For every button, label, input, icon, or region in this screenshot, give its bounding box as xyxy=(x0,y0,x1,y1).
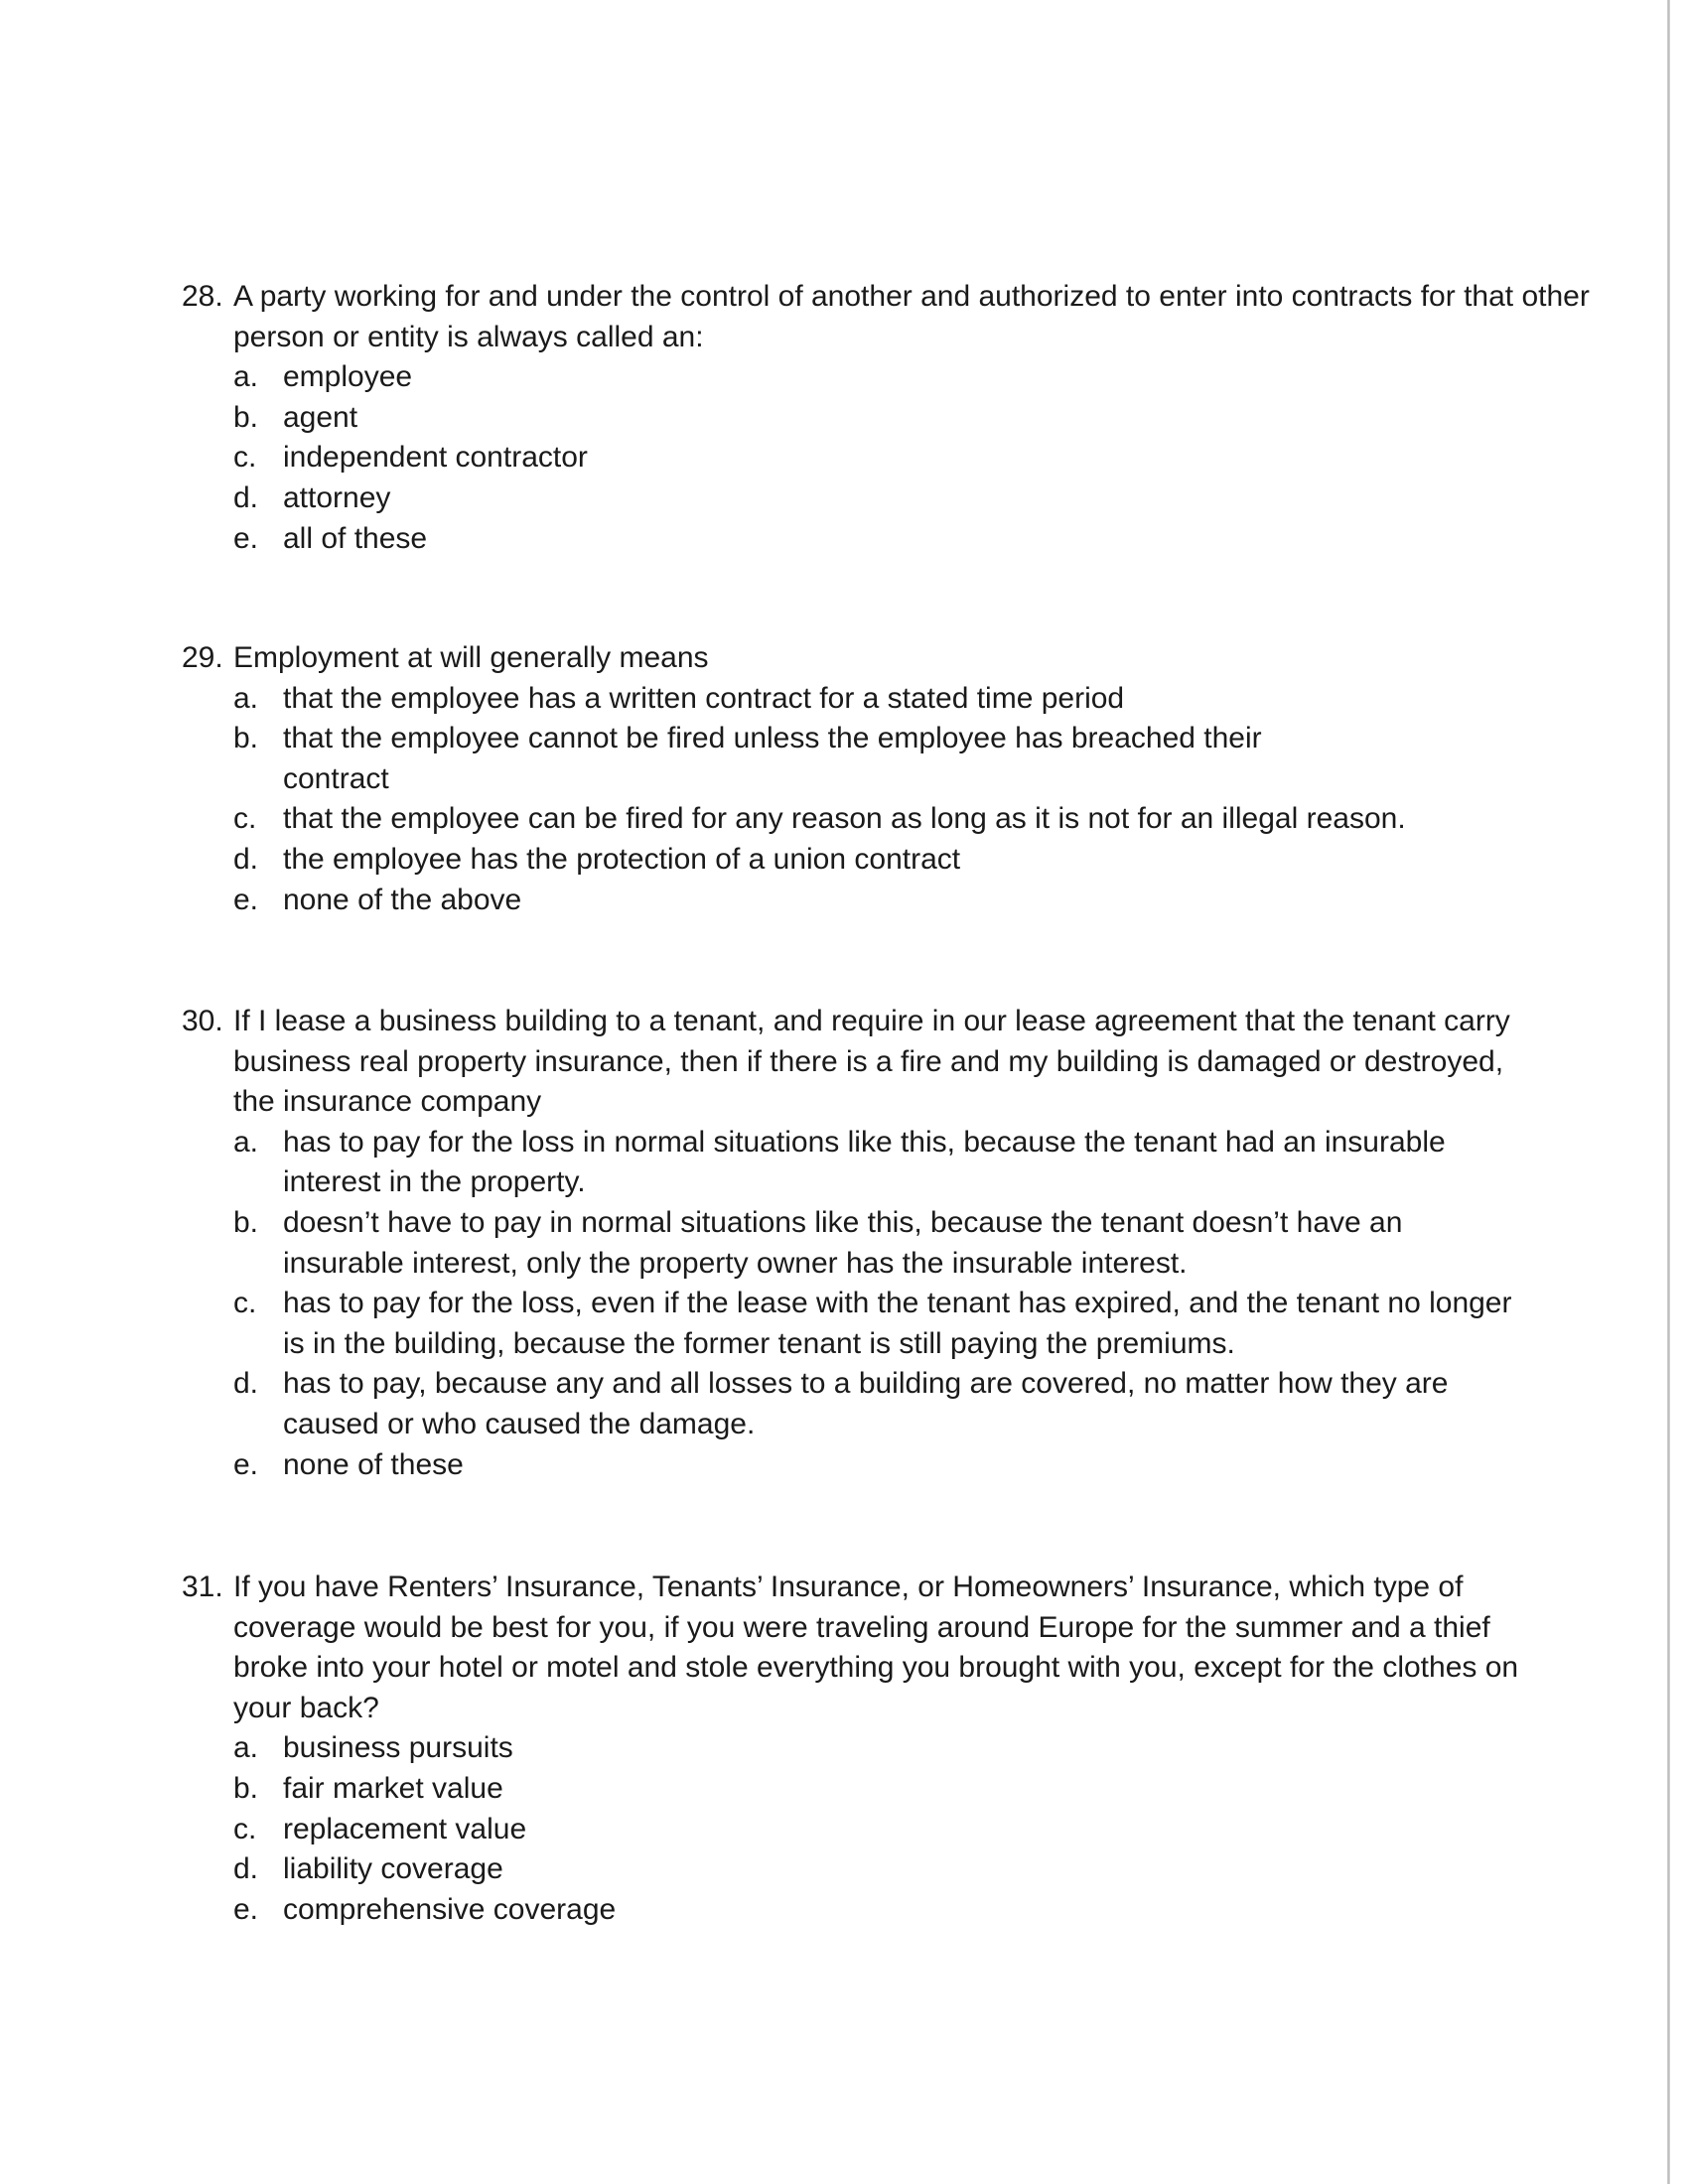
answer-option-c xyxy=(233,1284,1592,1364)
question-number: 29. xyxy=(182,641,223,674)
question-stem xyxy=(182,277,1592,357)
answer-options xyxy=(182,1123,1592,1485)
option-text: that the employee cannot be fired unless the employee has breached their contract xyxy=(283,722,1262,795)
option-text: that the employee can be fired for any reason as long as it is not for an illegal reason. xyxy=(283,802,1406,836)
scanned-page-edge xyxy=(1667,0,1670,2184)
option-text: liability coverage xyxy=(283,1852,503,1886)
answer-option-e xyxy=(233,881,1592,921)
answer-option-a xyxy=(233,679,1592,720)
option-letter: c. xyxy=(233,441,257,475)
question-stem xyxy=(182,638,1592,679)
option-letter: c. xyxy=(233,802,257,836)
question-31 xyxy=(182,1568,1592,1930)
option-text: doesn’t have to pay in normal situations like this, because the tenant doesn’t have an insurable interest, only the property owner has the insurable interest. xyxy=(283,1205,1403,1280)
answer-options xyxy=(182,679,1592,921)
question-28 xyxy=(182,277,1592,559)
option-text: none of these xyxy=(283,1447,464,1481)
option-letter: a. xyxy=(233,1125,259,1159)
option-text: agent xyxy=(283,400,358,434)
question-stem xyxy=(182,1002,1592,1123)
option-letter: a. xyxy=(233,681,259,715)
question-number: 30. xyxy=(182,1005,223,1037)
answer-option-c xyxy=(233,1810,1592,1850)
option-letter: e. xyxy=(233,1892,259,1926)
option-letter: e. xyxy=(233,1447,259,1481)
answer-option-b xyxy=(233,1203,1592,1284)
answer-options xyxy=(182,357,1592,559)
option-letter: d. xyxy=(233,1852,259,1886)
answer-option-d xyxy=(233,478,1592,519)
question-text: If you have Renters’ Insurance, Tenants’ Insurance, or Homeowners’ Insurance, which type of coverage would be best for you, if you were traveling around Europe for the summer and a thief broke into your hotel or motel and stole everything you brought with you, except for the clothes on your back? xyxy=(233,1570,1519,1724)
answer-option-a xyxy=(233,1123,1592,1203)
question-text: Employment at will generally means xyxy=(233,641,709,674)
answer-option-d xyxy=(233,1849,1592,1890)
answer-option-b xyxy=(233,398,1592,439)
option-text: that the employee has a written contract for a stated time period xyxy=(283,681,1125,715)
option-letter: a. xyxy=(233,360,259,394)
question-text: A party working for and under the control of another and authorized to enter into contracts for that other person or entity is always called an: xyxy=(233,280,1590,353)
option-text: comprehensive coverage xyxy=(283,1892,617,1926)
option-text: all of these xyxy=(283,521,428,555)
option-text: the employee has the protection of a union contract xyxy=(283,842,961,876)
option-letter: e. xyxy=(233,521,259,555)
option-letter: b. xyxy=(233,400,259,434)
option-text: fair market value xyxy=(283,1771,503,1805)
option-text: business pursuits xyxy=(283,1731,513,1765)
option-text: none of the above xyxy=(283,883,522,916)
answer-option-a xyxy=(233,1728,1592,1769)
question-number: 28. xyxy=(182,280,223,313)
option-text: replacement value xyxy=(283,1812,527,1845)
option-letter: e. xyxy=(233,883,259,916)
question-stem xyxy=(182,1568,1592,1728)
answer-option-a xyxy=(233,357,1592,398)
option-letter: d. xyxy=(233,480,259,514)
question-30 xyxy=(182,1002,1592,1485)
answer-option-d xyxy=(233,1364,1592,1444)
answer-option-d xyxy=(233,840,1592,881)
answer-options xyxy=(182,1728,1592,1930)
option-text: attorney xyxy=(283,480,391,514)
option-text: has to pay for the loss in normal situations like this, because the tenant had an insurable interest in the property. xyxy=(283,1125,1446,1199)
option-letter: c. xyxy=(233,1812,257,1845)
answer-option-e xyxy=(233,1445,1592,1486)
option-text: has to pay for the loss, even if the lease with the tenant has expired, and the tenant no longer is in the building, because the former tenant is still paying the premiums. xyxy=(283,1287,1512,1360)
option-letter: d. xyxy=(233,842,259,876)
answer-option-b xyxy=(233,1769,1592,1810)
answer-option-b xyxy=(233,719,1592,799)
answer-option-c xyxy=(233,438,1592,478)
option-letter: d. xyxy=(233,1367,259,1401)
option-letter: c. xyxy=(233,1287,257,1320)
question-29 xyxy=(182,638,1592,920)
answer-option-e xyxy=(233,1890,1592,1931)
answer-option-e xyxy=(233,519,1592,560)
option-letter: b. xyxy=(233,722,259,755)
option-letter: b. xyxy=(233,1771,259,1805)
option-text: employee xyxy=(283,360,413,394)
option-letter: b. xyxy=(233,1205,259,1239)
option-text: has to pay, because any and all losses to a building are covered, no matter how they are caused or who caused the damage. xyxy=(283,1367,1449,1440)
question-number: 31. xyxy=(182,1570,223,1603)
question-text: If I lease a business building to a tenant, and require in our lease agreement that the tenant carry business real property insurance, then if there is a fire and my building is damaged or destroyed, the insurance company xyxy=(233,1005,1510,1119)
answer-option-c xyxy=(233,799,1592,840)
option-text: independent contractor xyxy=(283,441,588,475)
option-letter: a. xyxy=(233,1731,259,1765)
